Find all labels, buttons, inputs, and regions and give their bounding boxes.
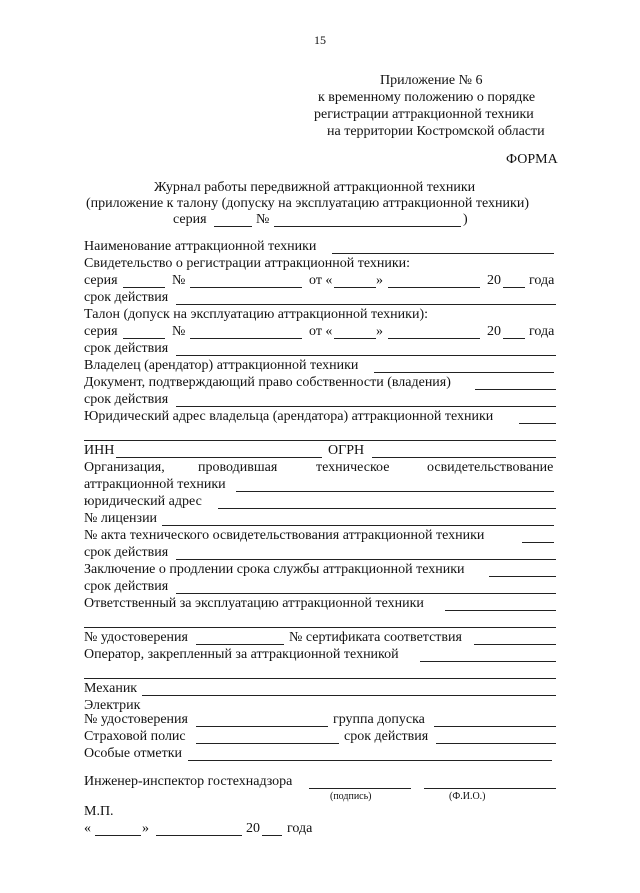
- seria-1-line: [123, 287, 165, 288]
- number-1-line: [190, 287, 302, 288]
- cert-conformity-line: [474, 644, 556, 645]
- legal-address-line: [218, 508, 556, 509]
- appendix-title: Приложение № 6: [380, 73, 483, 88]
- seria-2-line: [123, 338, 165, 339]
- label-legal-address: юридический адрес: [84, 494, 202, 509]
- month-1-line: [388, 287, 480, 288]
- label-org-word4: освидетельствование: [427, 460, 554, 475]
- label-ogrn: ОГРН: [328, 443, 365, 458]
- journal-subtitle: (приложение к талону (допуску на эксплуатацию аттракционной техники): [86, 196, 529, 211]
- label-validity-1: срок действия: [84, 290, 169, 305]
- page-number: 15: [314, 33, 326, 47]
- label-org-line2: аттракционной техники: [84, 477, 226, 492]
- validity-2-line: [176, 355, 556, 356]
- title-close-paren: ): [463, 212, 468, 227]
- label-validity-4: срок действия: [84, 545, 169, 560]
- title-number-line: [274, 226, 461, 227]
- stamp-place: М.П.: [84, 804, 114, 819]
- label-inn: ИНН: [84, 443, 115, 458]
- label-electrician: Электрик: [84, 698, 141, 713]
- date-month-line: [156, 835, 242, 836]
- signature-line: [309, 788, 411, 789]
- label-name: Наименование аттракционной техники: [84, 239, 317, 254]
- date-year-prefix: 20: [246, 821, 260, 836]
- label-seria-1: серия: [84, 273, 118, 288]
- legal-address-owner-line-2: [84, 440, 556, 441]
- legal-address-owner-line: [519, 423, 556, 424]
- month-2-line: [388, 338, 480, 339]
- label-tech-act: № акта технического освидетельствования аттракционной техники: [84, 528, 485, 543]
- id-number-2-line: [196, 726, 328, 727]
- year-word-2: года: [529, 324, 555, 339]
- journal-title: Журнал работы передвижной аттракционной техники: [154, 180, 476, 195]
- label-validity-3: срок действия: [84, 392, 169, 407]
- responsible-line: [445, 610, 556, 611]
- date-close-quote: »: [142, 821, 149, 836]
- validity-4-line: [176, 559, 556, 560]
- operator-line: [420, 661, 556, 662]
- label-certificate: Свидетельство о регистрации аттракционной техники:: [84, 256, 411, 271]
- insurance-line: [196, 743, 339, 744]
- date-year-line: [262, 835, 282, 836]
- label-from-1: от «: [309, 273, 333, 288]
- label-insurance: Страховой полис: [84, 729, 186, 744]
- date-open-quote: «: [84, 821, 91, 836]
- date-day-line: [95, 835, 141, 836]
- label-org-word2: проводившая: [198, 460, 278, 475]
- label-access-group: группа допуска: [333, 712, 425, 727]
- label-from-close-1: »: [376, 273, 383, 288]
- day-1-line: [334, 287, 376, 288]
- day-2-line: [334, 338, 376, 339]
- form-label: ФОРМА: [506, 152, 558, 167]
- label-license: № лицензии: [84, 511, 158, 526]
- caption-fio: (Ф.И.О.): [449, 791, 486, 802]
- title-seria-label: серия: [173, 212, 207, 227]
- special-marks-line: [188, 760, 552, 761]
- service-ext-line: [489, 576, 556, 577]
- number-2-line: [190, 338, 302, 339]
- validity-1-line: [176, 304, 556, 305]
- license-line: [162, 525, 554, 526]
- year-2-line: [503, 338, 525, 339]
- label-talon: Талон (допуск на эксплуатацию аттракционной техники):: [84, 307, 428, 322]
- label-from-2: от «: [309, 324, 333, 339]
- label-seria-2: серия: [84, 324, 118, 339]
- label-mechanic: Механик: [84, 681, 138, 696]
- year-word-1: года: [529, 273, 555, 288]
- label-cert-conformity: № сертификата соответствия: [289, 630, 462, 645]
- label-special-marks: Особые отметки: [84, 746, 182, 761]
- appendix-line4: на территории Костромской области: [327, 124, 545, 139]
- label-operator: Оператор, закрепленный за аттракционной техникой: [84, 647, 399, 662]
- label-org-word1: Организация,: [84, 460, 165, 475]
- label-number-2: №: [172, 324, 186, 339]
- title-number-label: №: [256, 212, 270, 227]
- tech-act-line: [522, 542, 554, 543]
- label-id-number-1: № удостоверения: [84, 630, 188, 645]
- label-ownership-doc: Документ, подтверждающий право собственности (владения): [84, 375, 451, 390]
- label-from-close-2: »: [376, 324, 383, 339]
- label-validity-2: срок действия: [84, 341, 169, 356]
- appendix-line3: регистрации аттракционной техники: [314, 107, 534, 122]
- mechanic-line: [142, 695, 556, 696]
- label-org-word3: техническое: [316, 460, 390, 475]
- ogrn-line: [372, 457, 556, 458]
- label-responsible: Ответственный за эксплуатацию аттракционной техники: [84, 596, 424, 611]
- responsible-line-2: [84, 627, 556, 628]
- id-number-1-line: [196, 644, 284, 645]
- insurance-validity-line: [436, 743, 556, 744]
- year-1-line: [503, 287, 525, 288]
- operator-line-2: [84, 678, 556, 679]
- ownership-doc-line: [475, 389, 556, 390]
- org-line: [236, 491, 554, 492]
- label-owner: Владелец (арендатор) аттракционной техники: [84, 358, 359, 373]
- access-group-line: [434, 726, 556, 727]
- label-validity-5: срок действия: [84, 579, 169, 594]
- inn-line: [116, 457, 322, 458]
- fio-line: [424, 788, 556, 789]
- validity-3-line: [176, 406, 556, 407]
- label-id-number-2: № удостоверения: [84, 712, 188, 727]
- validity-5-line: [176, 593, 556, 594]
- year-prefix-1: 20: [487, 273, 501, 288]
- label-inspector: Инженер-инспектор гостехнадзора: [84, 774, 293, 789]
- date-year-word: года: [287, 821, 313, 836]
- label-number-1: №: [172, 273, 186, 288]
- label-insurance-validity: срок действия: [344, 729, 429, 744]
- title-seria-line: [214, 226, 252, 227]
- appendix-line2: к временному положению о порядке: [318, 90, 536, 105]
- field-name-line: [332, 253, 554, 254]
- year-prefix-2: 20: [487, 324, 501, 339]
- owner-line: [374, 372, 554, 373]
- label-service-ext: Заключение о продлении срока службы аттракционной техники: [84, 562, 465, 577]
- label-legal-address-owner: Юридический адрес владельца (арендатора) аттракционной техники: [84, 409, 494, 424]
- caption-signature: (подпись): [330, 791, 372, 802]
